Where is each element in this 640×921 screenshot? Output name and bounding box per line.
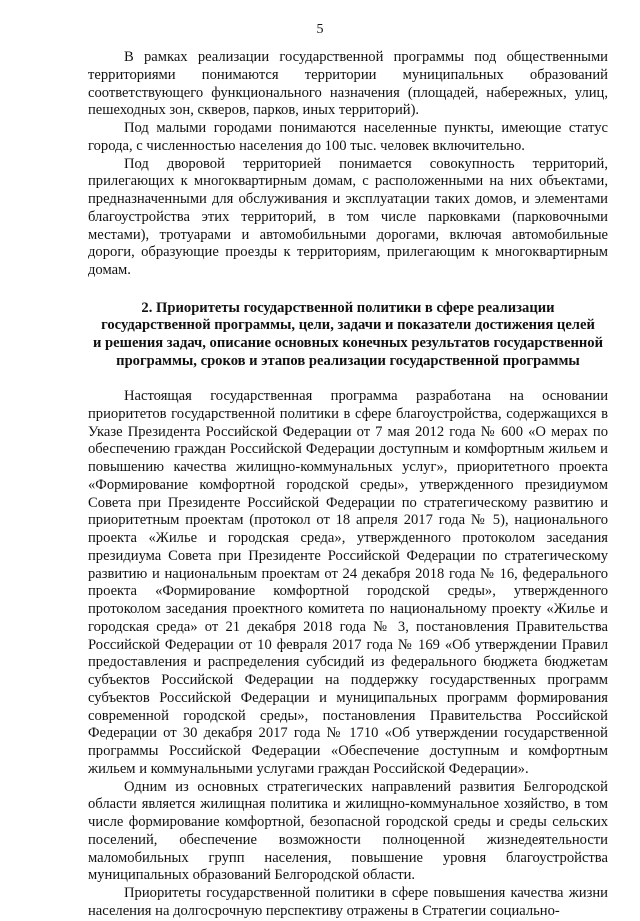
section-heading-line: программы, сроков и этапов реализации государственной программы (116, 352, 580, 369)
paragraph-courtyard-territory: Под дворовой территорией понимается совокупность территорий, прилегающих к многоквартирным домам, с расположенными на них объектами, предназначенными для обслуживания и эксплуатации таких домов, и элементами благоустройства этих территорий, в том числе парковками (парковочными местами), тротуарами и автомобильными дорогами, включая автомобильные дороги, образующие проезды к территориям, прилегающим к многоквартирным домам. (88, 155, 608, 278)
section-heading (88, 300, 608, 370)
page-number: 5 (316, 22, 324, 37)
paragraph-public-territories: В рамках реализации государственной программы под общественными территориями понимаются территории муниципальных образований соответствующего функционального назначения (площадей, набережных, улиц, пешеходных зон, скверов, парков, иных территорий). (88, 49, 608, 119)
paragraph-strategic-directions: Одним из основных стратегических направлений развития Белгородской области является жилищная политика и жилищно-коммунальное хозяйство, в том числе формирование комфортной, безопасной городской среды и среды сельских поселений, обеспечение возможности полноценной жизнедеятельности маломобильных групп населения, повышение уровня благоустройства муниципальных образований Белгородской области. (88, 778, 608, 884)
section-heading-line: 2. Приоритеты государственной политики в сфере реализации (141, 299, 555, 316)
section-heading-line: и решения задач, описание основных конечных результатов государственной (92, 334, 604, 351)
paragraph-program-basis: Настоящая государственная программа разработана на основании приоритетов государственной политики в сфере благоустройства, содержащихся в Указе Президента Российской Федерации от 7 мая 2012 года № 600 «О мерах по обеспечению граждан Российской Федерации доступным и комфортным жильем и повышению качества жилищно-коммунальных услуг», приоритетного проекта «Формирование комфортной городской среды», утвержденного президиумом Совета при Президенте Российской Федерации по стратегическому развитию и приоритетным проектам (протокол от 18 апреля 2017 года № 5), национального проекта «Жилье и городская среда», утвержденного протоколом заседания президиума Совета при Президенте Российской Федерации по стратегическому развитию и национальным проектам от 24 декабря 2018 года № 16, федерального проекта «Формирование комфортной городской среды», утвержденного протоколом заседания проектного комитета по национальному проекту «Жилье и городская среда» от 21 декабря 2018 года № 3, постановления Правительства Российской Федерации от 10 февраля 2017 года № 169 «Об утверждении Правил предоставления и распределения субсидий из федерального бюджета бюджетам субъектов Российской Федерации на поддержку государственных программ субъектов Российской Федерации и муниципальных программ формирования современной городской среды», постановления Правительства Российской Федерации от 30 декабря 2017 года № 1710 «Об утверждении государственной программы Российской Федерации «Обеспечение доступным и комфортным жильем и коммунальными услугами граждан Российской Федерации». (88, 388, 608, 777)
section-heading-line: государственной программы, цели, задачи и показатели достижения целей (101, 317, 595, 334)
paragraph-small-towns: Под малыми городами понимаются населенные пункты, имеющие статус города, с численностью населения до 100 тыс. человек включительно. (88, 120, 608, 154)
paragraph-policy-priorities: Приоритеты государственной политики в сфере повышения качества жизни населения на долгосрочную перспективу отражены в Стратегии социально- (88, 885, 608, 919)
document-body (88, 49, 608, 921)
